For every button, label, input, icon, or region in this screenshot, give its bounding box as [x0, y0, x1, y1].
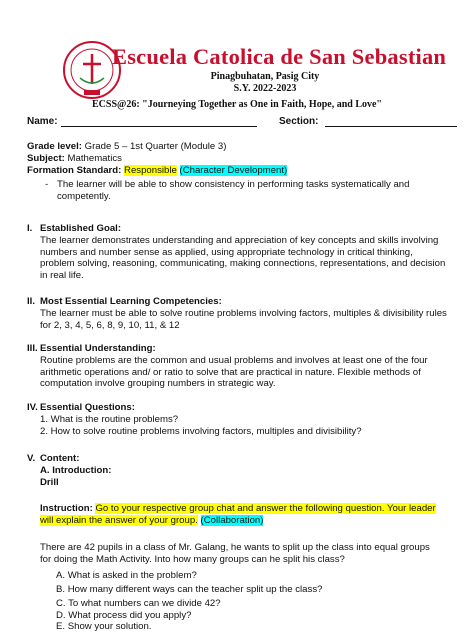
- section-content: [27, 453, 447, 488]
- question-item: C. To what numbers can we divide 42?: [56, 598, 221, 609]
- instruction-text: Go to your respective group chat and answer the following question. Your leader will explain the answer of your group.: [40, 503, 436, 526]
- formation-value: Responsible: [124, 164, 177, 176]
- section-body: The learner demonstrates understanding and appreciation of key concepts and skills involving numbers and number sense as applied, using appropriate technology in critical thinking, problem solving, reasoning, communicating, making connections, representations, and decision in real life.: [40, 234, 446, 282]
- section-established-goal: [27, 223, 447, 282]
- problem-text: There are 42 pupils in a class of Mr. Galang, he wants to split up the class into equal groups for doing the Math Activity. Into how many groups can he split his class?: [40, 542, 430, 565]
- school-name: Escuela Catolica de San Sebastian: [112, 44, 447, 69]
- school-address: Pinagbuhatan, Pasig City: [210, 71, 320, 82]
- section-essential-questions: [27, 402, 447, 437]
- section-number: V.: [27, 453, 36, 464]
- name-section-row: [27, 116, 457, 130]
- info-block: [27, 141, 447, 176]
- subject-value: Mathematics: [67, 152, 122, 164]
- section-number: I.: [27, 223, 33, 234]
- content-subheading: A. Introduction:: [40, 464, 112, 476]
- section-body: Routine problems are the common and usual problems and involves at least one of the four arithmetic operations and/ or ratio to solve that are practical in nature. Flexible methods of computation involve grouping numbers in strategic way.: [40, 354, 428, 390]
- section-number: IV.: [27, 402, 38, 413]
- formation-label: Formation Standard:: [27, 164, 122, 176]
- grade-label: Grade level:: [27, 141, 82, 152]
- bullet-text: The learner will be able to show consistency in performing tasks systematically and competently.: [57, 179, 410, 202]
- instruction-label: Instruction:: [40, 503, 93, 514]
- section-number: II.: [27, 296, 35, 307]
- section-title: Most Essential Learning Competencies:: [40, 296, 222, 307]
- question-item: D. What process did you apply?: [56, 610, 192, 621]
- subject-label: Subject:: [27, 152, 65, 164]
- bullet-item: [45, 179, 441, 203]
- name-label: Name:: [27, 116, 58, 127]
- section-title: Essential Questions:: [40, 402, 135, 413]
- essential-question-1: 1. What is the routine problems?: [40, 413, 179, 425]
- section-field[interactable]: [325, 126, 457, 127]
- section-label: Section:: [279, 116, 319, 127]
- school-year: S.Y. 2022-2023: [233, 83, 297, 94]
- section-title: Content:: [40, 453, 80, 464]
- section-number: III.: [27, 343, 38, 354]
- instruction-tag: (Collaboration): [200, 514, 264, 526]
- name-field[interactable]: [61, 126, 257, 127]
- question-item: B. How many different ways can the teacher split up the class?: [56, 584, 323, 595]
- section-body: The learner must be able to solve routine problems involving factors, multiples & divisibility rules for 2, 3, 4, 5, 6, 8, 9, 10, 11, & 12: [40, 307, 447, 331]
- section-title: Essential Understanding:: [40, 343, 156, 354]
- content-drill: Drill: [40, 476, 59, 488]
- section-essential-understanding: [27, 343, 447, 390]
- essential-question-2: 2. How to solve routine problems involving factors, multiples and divisibility?: [40, 425, 362, 437]
- section-title: Established Goal:: [40, 223, 122, 234]
- section-melc: [27, 296, 447, 331]
- formation-tag: (Character Development): [179, 164, 288, 176]
- instruction-block: [40, 503, 442, 527]
- school-motto: ECSS@26: "Journeying Together as One in Faith, Hope, and Love": [92, 99, 382, 110]
- bullet-dash: -: [45, 179, 49, 190]
- question-item: A. What is asked in the problem?: [56, 570, 197, 581]
- grade-value: Grade 5 – 1st Quarter (Module 3): [84, 141, 227, 152]
- question-item: E. Show your solution.: [56, 621, 152, 632]
